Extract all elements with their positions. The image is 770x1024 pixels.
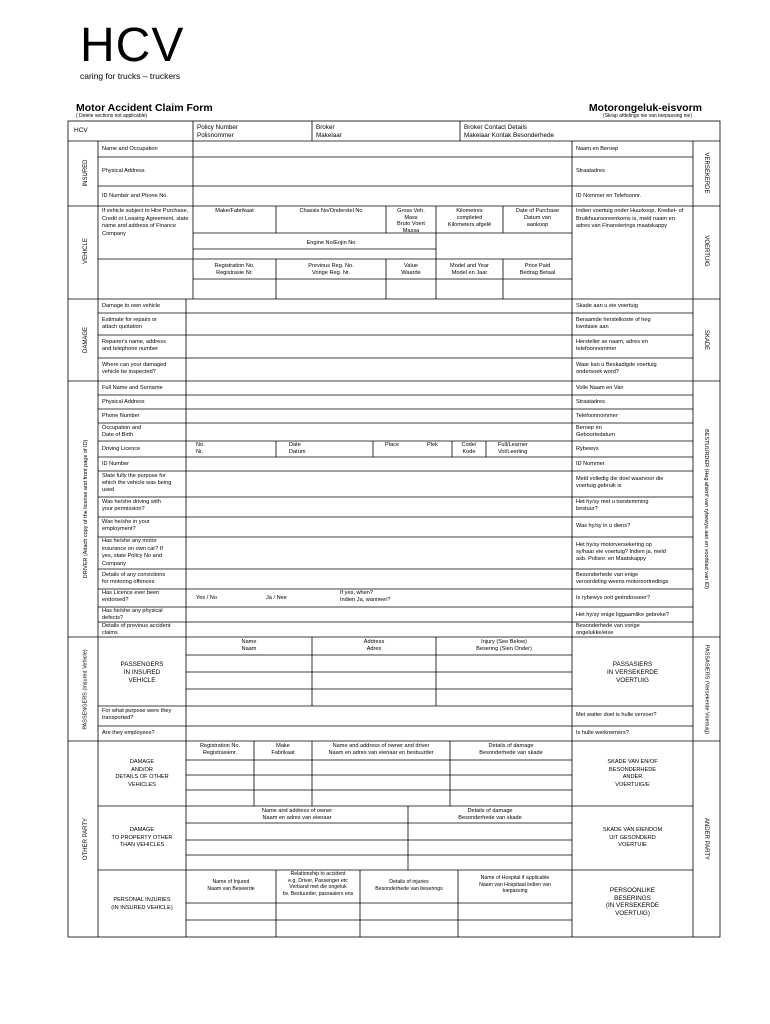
section-driver-en: DRIVER (Attach copy of the license and front page of ID) [83, 439, 89, 579]
finance-label: If vehicle subject to Hire Purchase, Credit or Leasing Agreement, state name and address of Finance Company [102, 208, 189, 237]
make-label: Make/Fabrikaat [215, 208, 254, 214]
permission-label: Was he/she driving with your permission? [102, 499, 161, 512]
inspection-label: Where can your damaged vehicle be inspected? [102, 362, 167, 375]
property-damage-header: Details of damage Besonderhede van skade [458, 808, 522, 821]
driver-id-label: ID Number [102, 461, 130, 467]
insured-address-field[interactable] [193, 157, 572, 186]
employment-label: Was he/she in your employment? [102, 519, 150, 532]
passenger-name-header: Name Naam [241, 639, 257, 652]
passengers-left-label: PASSENGERS IN INSURED VEHICLE [120, 661, 164, 684]
engine-label: Engine No/Enjin No [306, 240, 356, 246]
insured-id-label: ID Number and Phone No. [102, 193, 168, 199]
estimate-field[interactable] [186, 313, 572, 335]
section-other-party-af: ANDER PARTY [703, 817, 709, 861]
insured-name-label-af: Naam en Beroep [576, 146, 619, 152]
own-damage-field[interactable] [186, 299, 572, 313]
hospital-header: Name of Hospital if applicable Naam van Hospitaal indien van toepassing [479, 875, 551, 894]
insured-name-field[interactable] [193, 141, 572, 157]
passengers-right-label: PASSASIERS IN VERSEKERDE VOERTUIG [606, 661, 659, 684]
motor-insurance-label-af: Het hy/sy motorversekering op sy/haar eie voertuig? Indien ja, meld asb. Polisnr. en Maatskappy [576, 542, 666, 562]
motor-insurance-label: Has he/she any motor insurance on own car? If yes, state Policy No and Company [102, 538, 163, 567]
insured-name-label: Name and Occupation [102, 146, 158, 152]
section-passengers-af: PASSASIERS (Versekerde Voertuig) [703, 644, 710, 735]
other-damage-header: Details of damage Besonderhede van skade [479, 743, 543, 756]
passenger-injury-header: Injury (See Below) Besering (Sien Onder) [476, 639, 532, 652]
driver-occupation-label: Occupation and Date of Birth [102, 425, 142, 438]
transport-purpose-label: For what purpose were they transported? [102, 708, 172, 721]
insured-address-label-af: Straatadres [576, 168, 605, 174]
driver-address-label: Physical Address [102, 399, 145, 405]
purchase-date-label: Date of Purchase Datum van aankoop [515, 208, 560, 228]
licence-date-label: Date Datum [289, 442, 306, 455]
section-damage-en: DAMAGE [83, 327, 89, 354]
ja-nee-option[interactable]: Ja / Nee [266, 595, 287, 601]
note-afrikaans: (Skrap afdelings nie van toepassing nie) [603, 113, 692, 119]
licence-place-label: Place [385, 442, 399, 448]
insured-address-label: Physical Address [102, 168, 145, 174]
inspection-field[interactable] [186, 358, 572, 381]
insured-id-label-af: ID Nommer en Telefoonnr. [576, 193, 642, 199]
employment-label-af: Was hy/sy in u diens? [576, 523, 631, 529]
other-vehicles-left-label: DAMAGE AND/OR DETAILS OF OTHER VEHICLES [115, 759, 169, 788]
section-passengers-en: PASSENGERS (Insured Vehicle) [82, 649, 89, 730]
section-insured-af: VERSEKERDE [703, 152, 709, 194]
model-year-label: Model and Year Model en Jaar [450, 263, 489, 276]
driver-occupation-label-af: Beroep en Geboortedatum [576, 425, 615, 438]
hcv-label: HCV [74, 127, 88, 134]
property-left-label: DAMAGE TO PROPERTY OTHER THAN VEHICLES [111, 827, 173, 848]
if-yes-label: If yes, when? Indien Ja, wanneer? [340, 590, 391, 603]
other-reg-header: Registration No. Registrasienr. [199, 743, 241, 756]
licence-no-label: No. Nr. [196, 442, 205, 455]
other-vehicles-right-label: SKADE VAN EN/OF BESONDERHEDE ANDER VOERTUIG/E [607, 759, 658, 788]
defects-label: Has he/she any physical defects? [102, 608, 163, 621]
title-english: Motor Accident Claim Form [76, 102, 213, 114]
driver-phone-label-af: Telefoonnommer [576, 413, 618, 419]
repairer-label: Repairer's name, address and telephone number [102, 339, 166, 352]
price-paid-label: Price Paid Bedrag Betaal [519, 263, 556, 276]
employees-label: Are they employees? [102, 730, 155, 736]
kilometres-label: Kilometres completed Kilometers afgelê [447, 208, 492, 228]
transport-purpose-label-af: Met watter doel is hulle vervoer? [576, 712, 657, 718]
driver-name-label: Full Name and Surname [102, 385, 163, 391]
property-owner-header: Name and address of owner Naam en adres van eienaar [261, 808, 333, 821]
tagline: caring for trucks – truckers [80, 71, 181, 81]
inspection-label-af: Waar kan u Beskadigde voertuig ondersoek word? [576, 362, 657, 375]
purpose-label-af: Meld volledig die doel waarvoor die voertuig gebruik is [576, 476, 664, 489]
injury-relationship-header: Relationship to accident e.g. Driver, Passenger etc Verband met die ongeluk bv. Bestuurder, passasiers ens [282, 871, 354, 897]
employees-label-af: Is hulle werknemers? [576, 730, 629, 736]
finance-label-af: Indien voertuig onder Huurkoop, Krediet- of Bruikhuurooreenkoms is, meld naam en adres van Finansierings maatskappy [576, 208, 684, 229]
section-vehicle-en: VEHICLE [83, 238, 89, 264]
driver-id-label-af: ID Nommer [576, 461, 605, 467]
registration-label: Registration No. Registrasie Nr. [214, 263, 255, 276]
section-other-party-en: OTHER PARTY [83, 817, 89, 861]
driving-licence-label-af: Rybewys [576, 446, 599, 452]
endorsed-label: Has Licence ever been endorsed? [102, 590, 160, 603]
yes-no-option[interactable]: Yes / No [196, 595, 217, 601]
section-driver-af: BESTUURDER (Heg afskrif van rybewys aan en voorblad van ID) [703, 429, 709, 589]
licence-plek-label: Plek [427, 442, 438, 448]
value-label: Value Waarde [401, 263, 421, 276]
insured-id-field[interactable] [193, 186, 572, 206]
licence-type-label: Full/Learner Vol/Leerling [498, 442, 528, 455]
broker-contact-label: Broker Contact Details Makelaar Kontak Besonderhede [464, 124, 554, 139]
policy-number-label: Policy Number Polisnommer [197, 124, 238, 139]
repairer-label-af: Hersteller se naam, adres en telefoonnommer [576, 339, 648, 352]
other-owner-header: Name and address of owner and driver Naam en adres van eienaar en bestuurder [328, 743, 434, 756]
injury-details-header: Details of injuries Besonderhede van beserings [375, 879, 443, 892]
driver-phone-label: Phone Number [102, 413, 140, 419]
previous-reg-label: Previous Reg. No. Vorige Reg. Nr. [308, 263, 354, 276]
repairer-field[interactable] [186, 335, 572, 358]
own-damage-label-af: Skade aan u eie voertuig [576, 303, 638, 309]
injuries-left-label: PERSONAL INJURIES (IN INSURED VEHICLE) [111, 897, 173, 911]
estimate-label-af: Beraamde herstelkoste of heg kwotasie aan [576, 317, 651, 330]
gross-mass-label: Gross Veh. Mass Bruto Voert Massa [397, 208, 425, 234]
section-damage-af: SKADE [703, 329, 709, 351]
injured-name-header: Name of Injured Naam van Beseerde [207, 879, 255, 892]
passenger-address-header: Address Adres [363, 639, 385, 652]
estimate-label: Estimate for repairs or attach quotation [102, 317, 158, 330]
previous-claims-label: Details of previous accident claims [102, 623, 171, 636]
driver-address-label-af: Straatadres [576, 399, 605, 405]
section-vehicle-af: VOERTUIG [703, 235, 709, 267]
section-insured-en: INSURED [83, 159, 89, 187]
convictions-label-af: Besonderhede van enige veroordeling weens motoroortredings [576, 572, 669, 585]
note-english: ( Delete sections not applicable) [76, 113, 148, 119]
other-make-header: Make Fabrikaat [271, 743, 295, 756]
previous-claims-label-af: Besonderhede van vorige ongelukke/eise [576, 623, 640, 636]
permission-label-af: Het hy/sy met u toestemming bestuur? [576, 499, 649, 512]
driving-licence-label: Driving Licence [102, 446, 141, 452]
hcv-logo: HCV [80, 19, 185, 72]
injuries-right-label: PERSOONLIKE BESERINGS (IN VERSEKERDE VOERTUIG) [605, 887, 660, 917]
driver-name-label-af: Volle Naam en Van [576, 385, 624, 391]
own-damage-label: Damage to own vehicle [102, 303, 161, 309]
licence-code-label: Code/ Kode [461, 442, 477, 455]
purpose-label: State fully the purpose for which the vehicle was being used [102, 473, 172, 493]
title-afrikaans: Motorongeluk-eisvorm [588, 102, 702, 114]
property-right-label: SKADE VAN EIENDOM UIT GESONDERD VOERTUIE [602, 827, 663, 848]
convictions-label: Details of any convictions for motoring offences [102, 572, 166, 585]
chassis-label: Chassis No/Onderstel No [299, 208, 363, 214]
endorsed-label-af: Is rybewys ooit geëndosseer? [576, 595, 651, 601]
broker-label: Broker Makelaar [316, 124, 342, 139]
defects-label-af: Het hy/sy enige liggaamlike gebreke? [576, 612, 669, 618]
